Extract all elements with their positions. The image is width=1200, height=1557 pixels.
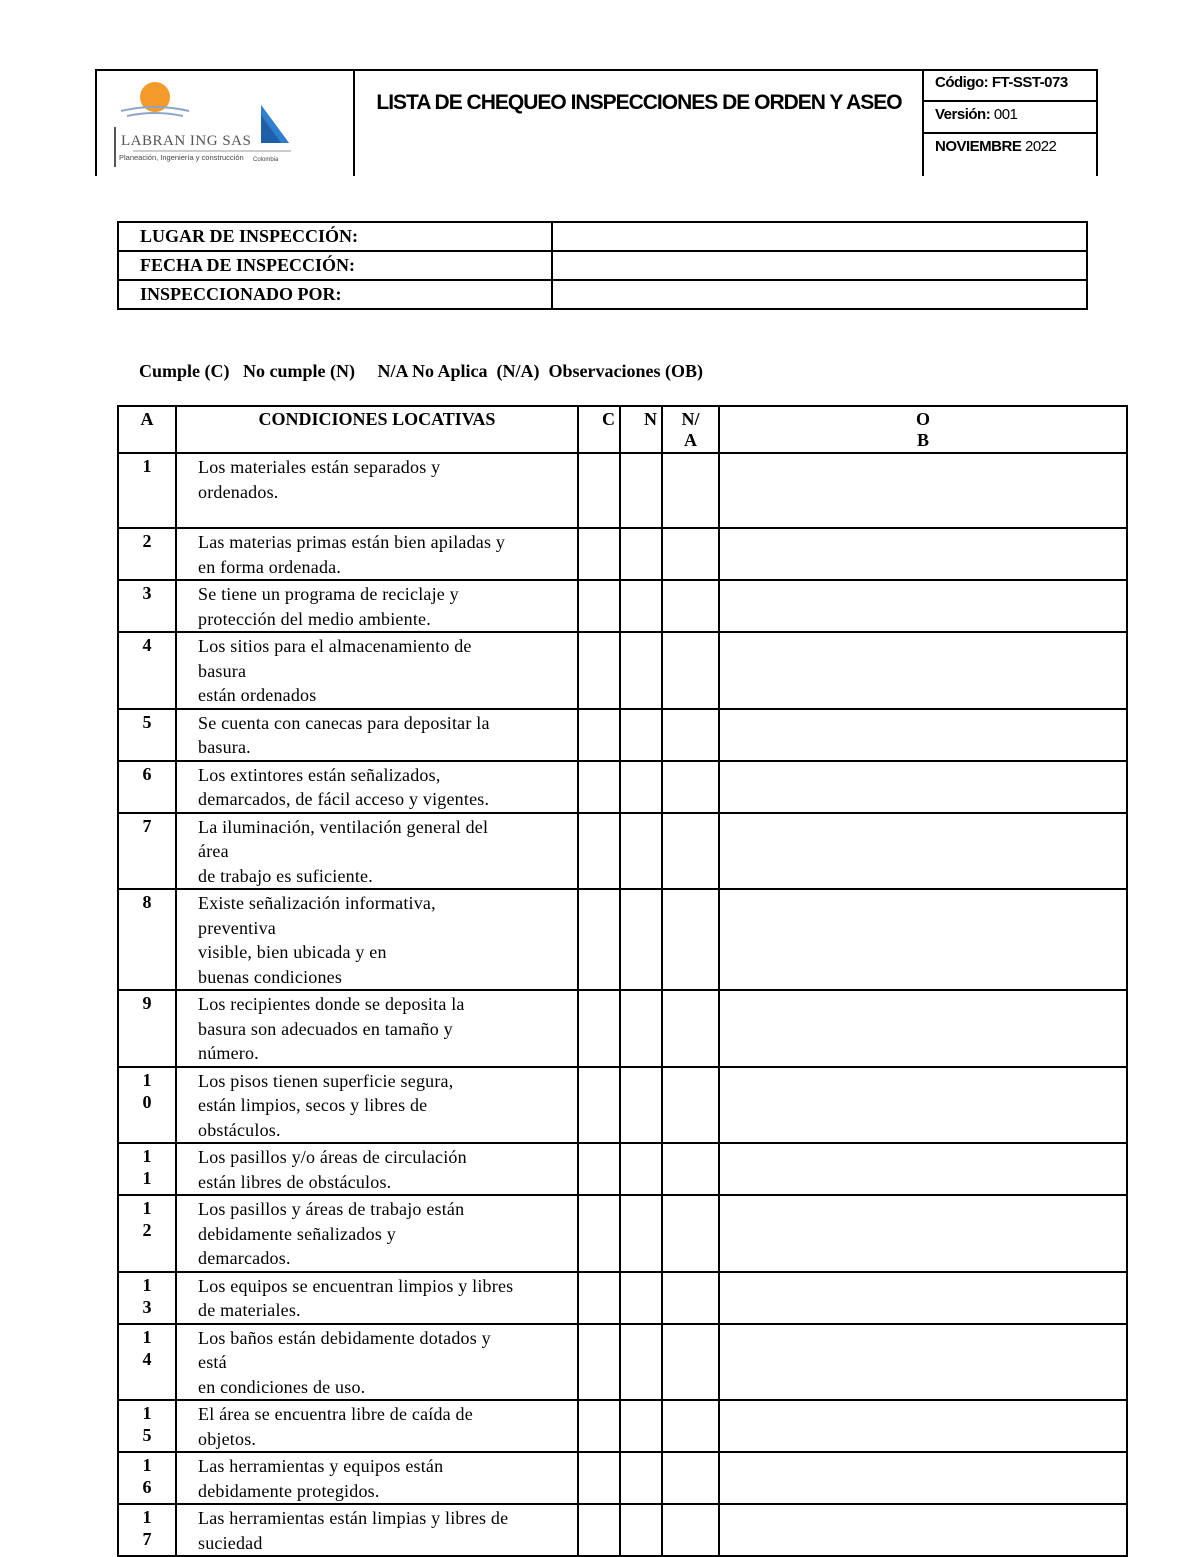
check-c-cell[interactable]: [578, 453, 620, 528]
checklist-row: [118, 1324, 1127, 1401]
check-n-cell[interactable]: [620, 453, 662, 528]
observations-cell[interactable]: [719, 632, 1127, 709]
item-number: 1 4: [118, 1324, 176, 1401]
check-na-cell[interactable]: [662, 709, 719, 761]
check-na-cell[interactable]: [662, 632, 719, 709]
observations-cell[interactable]: [719, 1143, 1127, 1195]
item-condition: Existe señalización informativa, preventiva visible, bien ubicada y en buenas condiciones: [176, 889, 578, 990]
check-na-cell[interactable]: [662, 580, 719, 632]
check-c-cell[interactable]: [578, 1143, 620, 1195]
item-condition: Se cuenta con canecas para depositar la basura.: [176, 709, 578, 761]
observations-cell[interactable]: [719, 1195, 1127, 1272]
check-c-cell[interactable]: [578, 528, 620, 580]
inspector-field[interactable]: [552, 280, 1087, 309]
check-c-cell[interactable]: [578, 1452, 620, 1504]
logo-tagline-country: Colombia: [253, 157, 279, 163]
check-c-cell[interactable]: [578, 1400, 620, 1452]
item-condition: Los pasillos y áreas de trabajo están debidamente señalizados y demarcados.: [176, 1195, 578, 1272]
check-n-cell[interactable]: [620, 580, 662, 632]
check-na-cell[interactable]: [662, 1504, 719, 1556]
codigo-value: FT-SST-073: [991, 74, 1068, 91]
checklist-row: [118, 1452, 1127, 1504]
observations-cell[interactable]: [719, 813, 1127, 890]
check-c-cell[interactable]: [578, 813, 620, 890]
check-c-cell[interactable]: [578, 761, 620, 813]
checklist-row: [118, 1504, 1127, 1556]
legend: Cumple (C) No cumple (N) N/A No Aplica (N/A) Observaciones (OB): [139, 361, 703, 381]
item-number: 2: [118, 528, 176, 580]
item-number: 1 7: [118, 1504, 176, 1556]
item-number: 3: [118, 580, 176, 632]
header-ob: O B: [719, 406, 1127, 453]
check-n-cell[interactable]: [620, 1452, 662, 1504]
item-condition: Se tiene un programa de reciclaje y protección del medio ambiente.: [176, 580, 578, 632]
document-meta: [924, 71, 1096, 176]
observations-cell[interactable]: [719, 761, 1127, 813]
check-c-cell[interactable]: [578, 1195, 620, 1272]
checklist-row: [118, 453, 1127, 528]
item-condition: Los materiales están separados y ordenados.: [176, 453, 578, 528]
item-number: 6: [118, 761, 176, 813]
item-number: 8: [118, 889, 176, 990]
check-n-cell[interactable]: [620, 1067, 662, 1144]
checklist-row: [118, 1067, 1127, 1144]
observations-cell[interactable]: [719, 580, 1127, 632]
check-n-cell[interactable]: [620, 1195, 662, 1272]
checklist-table: [117, 405, 1128, 1557]
header-n: N: [620, 406, 662, 453]
checklist-row: [118, 1400, 1127, 1452]
version-value: 001: [993, 106, 1018, 123]
codigo-label: Código:: [935, 74, 989, 91]
lugar-label: LUGAR DE INSPECCIÓN:: [118, 222, 552, 251]
header-na: N/ A: [662, 406, 719, 453]
check-c-cell[interactable]: [578, 1504, 620, 1556]
check-c-cell[interactable]: [578, 889, 620, 990]
info-row-inspector: [118, 280, 1087, 309]
lugar-field[interactable]: [552, 222, 1087, 251]
check-n-cell[interactable]: [620, 1324, 662, 1401]
check-c-cell[interactable]: [578, 632, 620, 709]
version-label: Versión:: [935, 106, 991, 123]
item-condition: Los equipos se encuentran limpios y libres de materiales.: [176, 1272, 578, 1324]
check-n-cell[interactable]: [620, 813, 662, 890]
observations-cell[interactable]: [719, 528, 1127, 580]
header-a: A: [118, 406, 176, 453]
check-na-cell[interactable]: [662, 1452, 719, 1504]
item-condition: Los recipientes donde se deposita la basura son adecuados en tamaño y número.: [176, 990, 578, 1067]
observations-cell[interactable]: [719, 889, 1127, 990]
header-divider: [353, 71, 355, 176]
observations-cell[interactable]: [719, 1400, 1127, 1452]
check-n-cell[interactable]: [620, 632, 662, 709]
check-na-cell[interactable]: [662, 453, 719, 528]
item-number: 4: [118, 632, 176, 709]
checklist-row: [118, 1143, 1127, 1195]
document-title: LISTA DE CHEQUEO INSPECCIONES DE ORDEN Y ASEO: [376, 91, 902, 114]
checklist-row: [118, 990, 1127, 1067]
check-n-cell[interactable]: [620, 1504, 662, 1556]
item-number: 1 1: [118, 1143, 176, 1195]
item-number: 5: [118, 709, 176, 761]
checklist-row: [118, 889, 1127, 990]
observations-cell[interactable]: [719, 1452, 1127, 1504]
check-n-cell[interactable]: [620, 528, 662, 580]
item-condition: El área se encuentra libre de caída de objetos.: [176, 1400, 578, 1452]
header-c: C: [578, 406, 620, 453]
info-row-lugar: [118, 222, 1087, 251]
item-number: 1 2: [118, 1195, 176, 1272]
item-condition: Los extintores están señalizados, demarcados, de fácil acceso y vigentes.: [176, 761, 578, 813]
checklist-row: [118, 813, 1127, 890]
check-na-cell[interactable]: [662, 1067, 719, 1144]
fecha-year: 2022: [1025, 138, 1057, 155]
item-number: 1 0: [118, 1067, 176, 1144]
check-n-cell[interactable]: [620, 709, 662, 761]
document-header: [95, 69, 1098, 176]
checklist-row: [118, 761, 1127, 813]
inspector-label: INSPECCIONADO POR:: [118, 280, 552, 309]
observations-cell[interactable]: [719, 990, 1127, 1067]
observations-cell[interactable]: [719, 709, 1127, 761]
check-c-cell[interactable]: [578, 1067, 620, 1144]
item-condition: La iluminación, ventilación general del área de trabajo es suficiente.: [176, 813, 578, 890]
check-n-cell[interactable]: [620, 1400, 662, 1452]
observations-cell[interactable]: [719, 1504, 1127, 1556]
check-na-cell[interactable]: [662, 528, 719, 580]
codigo-row: [924, 74, 1096, 91]
item-number: 1: [118, 453, 176, 528]
company-logo: [103, 75, 353, 171]
observations-cell[interactable]: [719, 1324, 1127, 1401]
check-n-cell[interactable]: [620, 889, 662, 990]
fecha-label: FECHA DE INSPECCIÓN:: [118, 251, 552, 280]
item-number: 1 6: [118, 1452, 176, 1504]
fecha-field[interactable]: [552, 251, 1087, 280]
check-na-cell[interactable]: [662, 1272, 719, 1324]
item-condition: Las herramientas están limpias y libres de suciedad: [176, 1504, 578, 1556]
checklist-row: [118, 580, 1127, 632]
observations-cell[interactable]: [719, 453, 1127, 528]
check-na-cell[interactable]: [662, 1195, 719, 1272]
logo-company-name: LABRAN ING SAS: [121, 133, 252, 149]
fecha-row: [924, 138, 1096, 155]
checklist-row: [118, 528, 1127, 580]
check-na-cell[interactable]: [662, 990, 719, 1067]
check-na-cell[interactable]: [662, 813, 719, 890]
version-row: [924, 106, 1096, 123]
check-c-cell[interactable]: [578, 580, 620, 632]
header-condiciones: CONDICIONES LOCATIVAS: [176, 406, 578, 453]
item-number: 7: [118, 813, 176, 890]
checklist-row: [118, 709, 1127, 761]
observations-cell[interactable]: [719, 1272, 1127, 1324]
meta-divider: [924, 132, 1096, 134]
item-condition: Las herramientas y equipos están debidamente protegidos.: [176, 1452, 578, 1504]
check-c-cell[interactable]: [578, 709, 620, 761]
check-c-cell[interactable]: [578, 1272, 620, 1324]
check-na-cell[interactable]: [662, 761, 719, 813]
logo-tagline: Planeación, Ingeniería y construcción: [119, 153, 244, 162]
checklist-row: [118, 632, 1127, 709]
item-condition: Los pisos tienen superficie segura, están limpios, secos y libres de obstáculos.: [176, 1067, 578, 1144]
check-c-cell[interactable]: [578, 1324, 620, 1401]
item-number: 9: [118, 990, 176, 1067]
check-n-cell[interactable]: [620, 761, 662, 813]
info-row-fecha: [118, 251, 1087, 280]
item-condition: Las materias primas están bien apiladas y en forma ordenada.: [176, 528, 578, 580]
check-n-cell[interactable]: [620, 990, 662, 1067]
fecha-month: NOVIEMBRE: [935, 138, 1022, 155]
check-n-cell[interactable]: [620, 1143, 662, 1195]
checklist-header-row: [118, 406, 1127, 453]
check-na-cell[interactable]: [662, 1400, 719, 1452]
checklist-row: [118, 1195, 1127, 1272]
check-n-cell[interactable]: [620, 1272, 662, 1324]
item-condition: Los sitios para el almacenamiento de basura están ordenados: [176, 632, 578, 709]
meta-divider: [924, 100, 1096, 102]
inspection-info-table: [117, 221, 1088, 310]
item-condition: Los baños están debidamente dotados y está en condiciones de uso.: [176, 1324, 578, 1401]
checklist-row: [118, 1272, 1127, 1324]
check-na-cell[interactable]: [662, 1324, 719, 1401]
check-c-cell[interactable]: [578, 990, 620, 1067]
item-condition: Los pasillos y/o áreas de circulación están libres de obstáculos.: [176, 1143, 578, 1195]
check-na-cell[interactable]: [662, 1143, 719, 1195]
item-number: 1 5: [118, 1400, 176, 1452]
item-number: 1 3: [118, 1272, 176, 1324]
observations-cell[interactable]: [719, 1067, 1127, 1144]
check-na-cell[interactable]: [662, 889, 719, 990]
